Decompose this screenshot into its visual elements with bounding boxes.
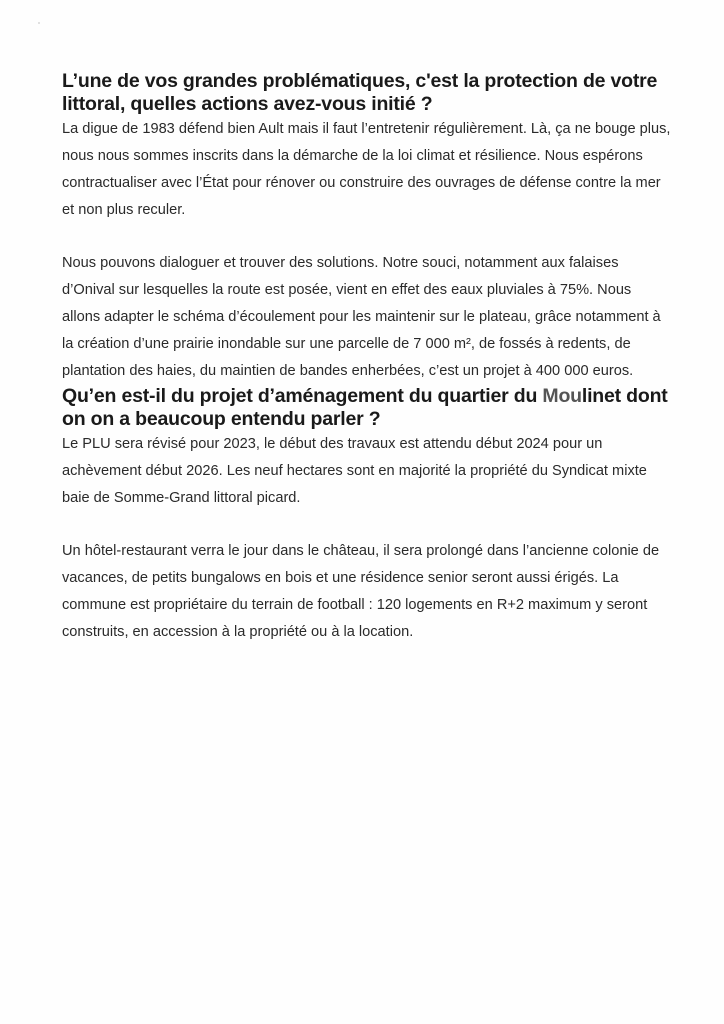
question-text: Qu’en est-il du projet d’aménagement du quartier du: [62, 385, 543, 407]
interview-content: [62, 70, 672, 646]
scan-speck: [38, 22, 40, 24]
question-heading-moulinet: [62, 385, 672, 431]
answer-paragraph: La digue de 1983 défend bien Ault mais il faut l’entretenir régulièrement. Là, ça ne bouge plus, nous nous sommes inscrits dans la démarche de la loi climat et résilience. Nous espérons contractualiser avec l’État pour rénover ou construire des ouvrages de défense contre la mer et non plus reculer.: [62, 121, 671, 218]
question-text: linet dont on on a beaucoup entendu parler ?: [62, 385, 668, 430]
question-text-highlight: Mou: [542, 385, 582, 407]
question-heading-littoral: L’une de vos grandes problématiques, c'est la protection de votre littoral, quelles actions avez-vous initié ?: [62, 70, 658, 115]
answer-paragraph: Nous pouvons dialoguer et trouver des solutions. Notre souci, notamment aux falaises d’Onival sur lesquelles la route est posée, vient en effet des eaux pluviales à 75%. Nous allons adapter le schéma d’écoulement pour les maintenir sur le plateau, grâce notamment à la création d’une prairie inondable sur une parcelle de 7 000 m², de fossés à redents, de plantation des haies, du maintien de bandes enherbées, c’est un projet à 400 000 euros.: [62, 255, 661, 379]
answer-paragraph: Le PLU sera révisé pour 2023, le début des travaux est attendu début 2024 pour un achèvement début 2026. Les neuf hectares sont en majorité la propriété du Syndicat mixte baie de Somme-Grand littoral picard.: [62, 436, 647, 506]
paragraph-spacer: [62, 224, 672, 250]
answer-paragraph: Un hôtel-restaurant verra le jour dans le château, il sera prolongé dans l’ancienne colonie de vacances, de petits bungalows en bois et une résidence senior seront aussi érigés. La commune est propriétaire du terrain de football : 120 logements en R+2 maximum y seront construits, en accession à la propriété ou à la location.: [62, 543, 660, 640]
paragraph-spacer: [62, 512, 672, 538]
